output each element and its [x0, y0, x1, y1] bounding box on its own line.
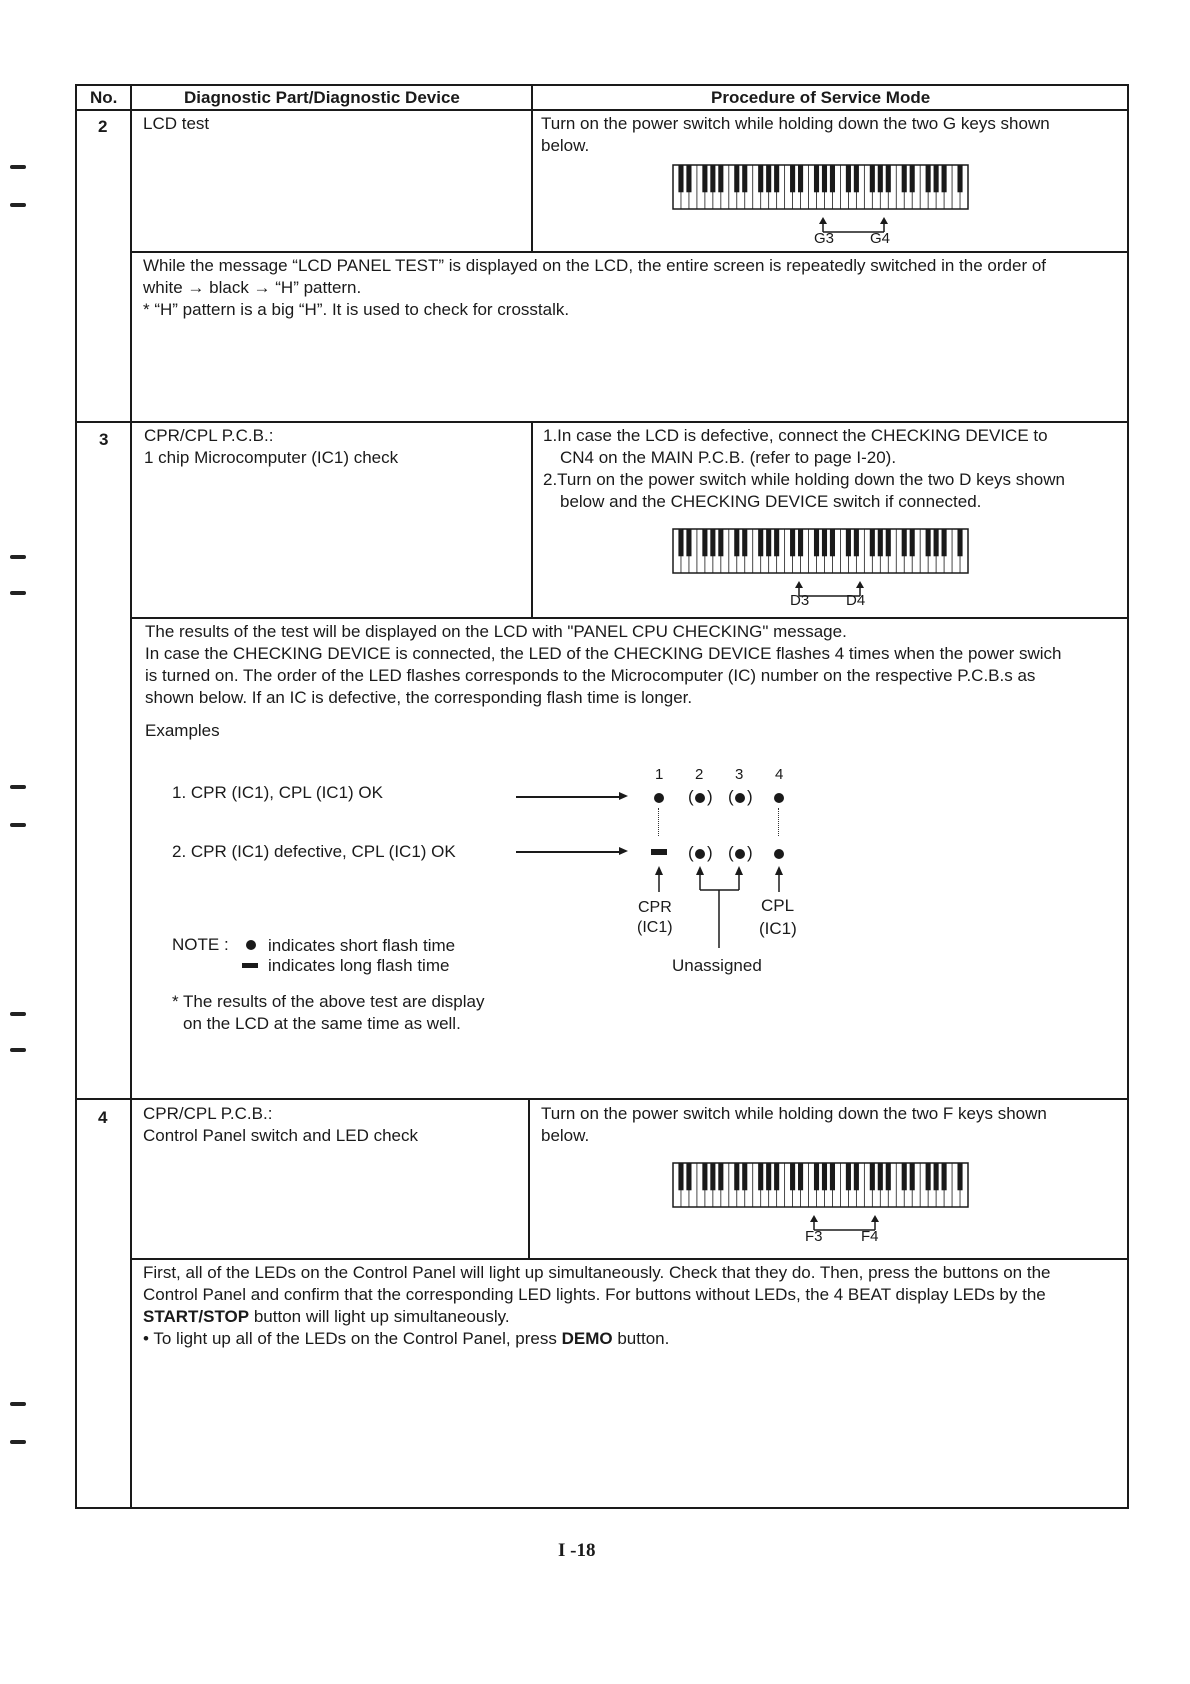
long-flash-icon: [242, 963, 258, 968]
led-number: 1: [655, 766, 664, 783]
binding-mark: [10, 1440, 26, 1444]
paren-open: (: [688, 787, 694, 806]
part-description: CPR/CPL P.C.B.: 1 chip Microcomputer (IC1) check: [144, 426, 399, 467]
paren-open: (: [688, 843, 694, 862]
note-long: indicates long flash time: [268, 956, 450, 975]
connector-line: [658, 808, 659, 836]
examples-title: Examples: [145, 721, 220, 740]
led-number: 3: [735, 766, 744, 783]
binding-mark: [10, 165, 26, 169]
binding-mark: [10, 1402, 26, 1406]
procedure-text: Turn on the power switch while holding down the two G keys shown below.: [541, 114, 1050, 155]
paren-close: ): [747, 787, 753, 806]
detail-text: The results of the test will be displayed on the LCD with "PANEL CPU CHECKING" message. In case the CHECKING DEVICE is connected, the LED of the CHECKING DEVICE flashes 4 times when the power swich is turned on. The order of the LED flashes corresponds to the Microcomputer (IC) number on the respective P.C.B.s as shown below. If an IC is defective, the corresponding flash time is longer.: [145, 622, 1062, 707]
arrow-right-icon: [619, 847, 628, 855]
short-flash-icon: [246, 940, 256, 950]
demo-label: DEMO: [561, 1329, 613, 1348]
arrow-line: [516, 796, 622, 798]
paren-close: ): [707, 843, 713, 862]
part-description: LCD test: [143, 114, 210, 133]
paren-close: ): [707, 787, 713, 806]
procedure-text: 1.In case the LCD is defective, connect the CHECKING DEVICE to CN4 on the MAIN P.C.B. (refer to page I-20). 2.Turn on the power switch while holding down the two D keys shown below and the CHECKING DEVICE switch if connected.: [543, 426, 1065, 511]
example-2: 2. CPR (IC1) defective, CPL (IC1) OK: [172, 842, 456, 861]
paren-open: (: [728, 787, 734, 806]
arrow-right-icon: [619, 792, 628, 800]
row-number: 4: [98, 1108, 108, 1127]
cpl-label: CPL: [761, 896, 795, 915]
note-prefix: NOTE :: [172, 935, 229, 954]
binding-mark: [10, 785, 26, 789]
key-label: G4: [870, 230, 891, 247]
result-note: * The results of the above test are display on the LCD at the same time as well.: [172, 992, 485, 1033]
led-number: 4: [775, 766, 784, 783]
short-flash-icon: [735, 849, 745, 859]
paren-close: ): [747, 843, 753, 862]
binding-mark: [10, 203, 26, 207]
led-number: 2: [695, 766, 704, 783]
key-label: F3: [805, 1228, 823, 1245]
row-number: 3: [99, 430, 109, 449]
keyboard-icon: [672, 528, 972, 614]
short-flash-icon: [735, 793, 745, 803]
key-label: D4: [846, 592, 866, 609]
long-flash-icon: [651, 849, 667, 855]
connector-line: [778, 808, 779, 836]
cpr-label: CPR: [638, 899, 672, 916]
short-flash-icon: [695, 793, 705, 803]
procedure-text: Turn on the power switch while holding down the two F keys shown below.: [541, 1104, 1047, 1145]
ic-label: (IC1): [759, 919, 797, 938]
binding-mark: [10, 1048, 26, 1052]
ic-label: (IC1): [637, 919, 673, 936]
key-label: D3: [790, 592, 810, 609]
short-flash-icon: [654, 793, 664, 803]
short-flash-icon: [774, 793, 784, 803]
key-label: G3: [814, 230, 835, 247]
detail-text: While the message “LCD PANEL TEST” is displayed on the LCD, the entire screen is repeatedly switched in the order of white → black → “H” pattern. * “H” pattern is a big “H”. It is used to check for crosstalk.: [143, 256, 1047, 319]
example-1: 1. CPR (IC1), CPL (IC1) OK: [172, 783, 383, 802]
start-stop-label: START/STOP: [143, 1307, 250, 1326]
row-number: 2: [98, 117, 108, 136]
paren-open: (: [728, 843, 734, 862]
header-procedure: Procedure of Service Mode: [711, 88, 931, 107]
part-description: CPR/CPL P.C.B.: Control Panel switch and LED check: [143, 1104, 418, 1145]
detail-text: First, all of the LEDs on the Control Panel will light up simultaneously. Check that they do. Then, press the buttons on the Control Panel and confirm that the corresponding LED lights. For buttons without LEDs, the 4 BEAT display LEDs by the START/STOP button will light up simultaneously. • To light up all of the LEDs on the Control Panel, press DEMO button.: [143, 1263, 1051, 1348]
short-flash-icon: [695, 849, 705, 859]
binding-mark: [10, 1012, 26, 1016]
binding-mark: [10, 555, 26, 559]
unassigned-label: Unassigned: [672, 956, 762, 975]
short-flash-icon: [774, 849, 784, 859]
key-label: F4: [861, 1228, 879, 1245]
binding-mark: [10, 823, 26, 827]
arrow-line: [516, 851, 622, 853]
page-number: I -18: [558, 1540, 596, 1561]
note-short: indicates short flash time: [268, 936, 456, 955]
binding-mark: [10, 591, 26, 595]
header-diagnostic-part: Diagnostic Part/Diagnostic Device: [184, 88, 460, 107]
header-no: No.: [90, 88, 118, 107]
